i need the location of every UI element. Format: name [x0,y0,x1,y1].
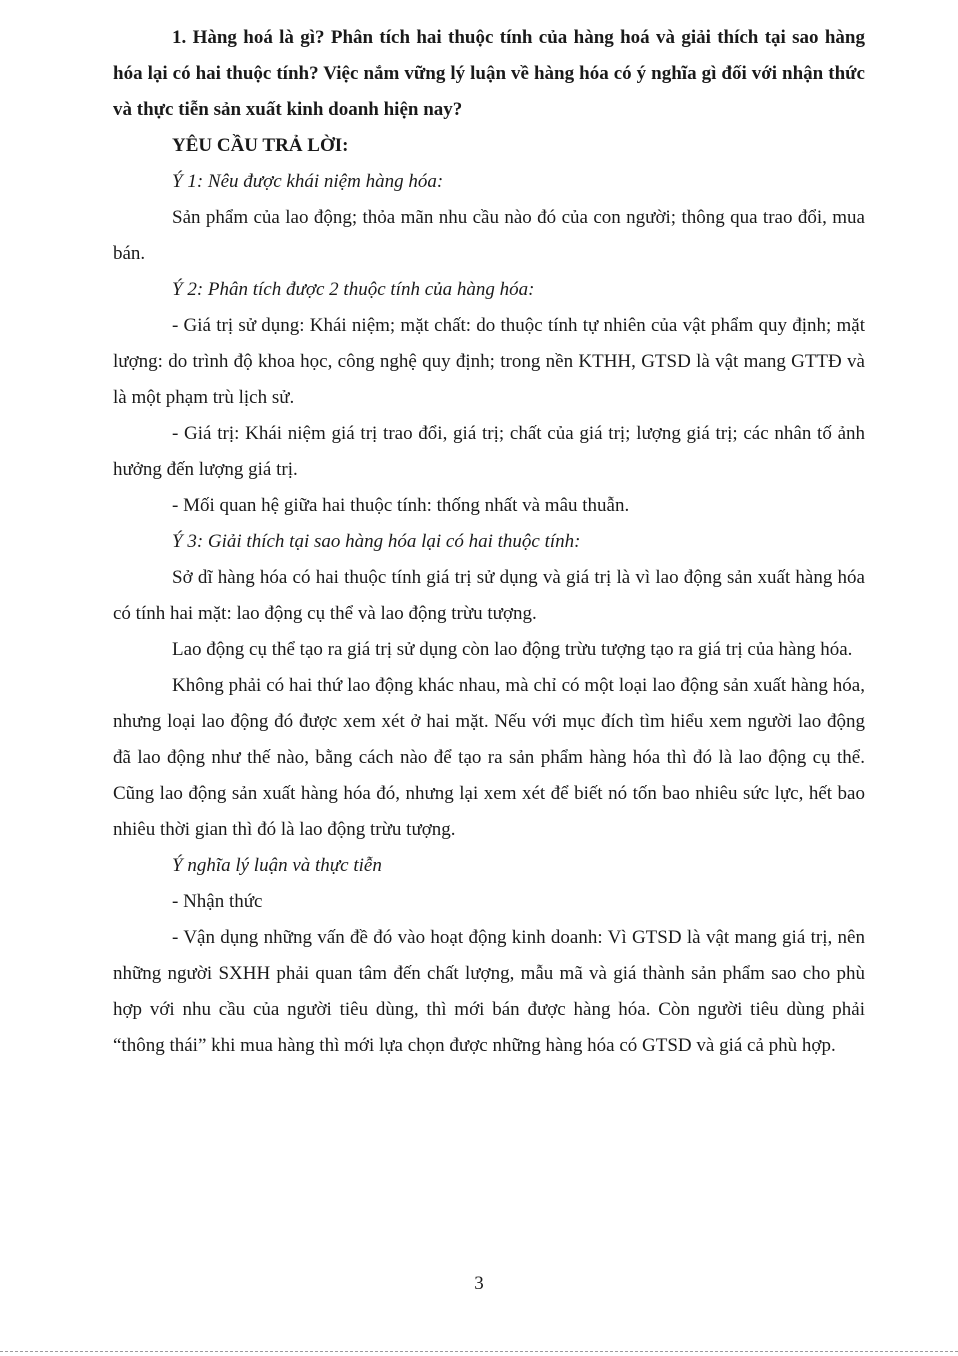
page-number: 3 [474,1273,484,1294]
point-2-item-use-value: - Giá trị sử dụng: Khái niệm; mặt chất: do thuộc tính tự nhiên của vật phẩm quy định; mặt lượng: do trình độ khoa học, công nghệ quy định; trong nền KTHH, GTSD là vật mang GTTĐ và là một phạm trù lịch sử. [113,315,865,408]
page-bottom-divider [0,1351,958,1352]
document-body [113,20,865,1064]
point-3-paragraph: Sở dĩ hàng hóa có hai thuộc tính giá trị sử dụng và giá trị là vì lao động sản xuất hàng hóa có tính hai mặt: lao động cụ thể và lao động trừu tượng. [113,567,865,624]
point-3-paragraph: Không phải có hai thứ lao động khác nhau, mà chỉ có một loại lao động sản xuất hàng hóa, nhưng loại lao động đó được xem xét ở hai mặt. Nếu với mục đích tìm hiểu xem người lao động đã lao động như thế nào, bằng cách nào để tạo ra sản phẩm hàng hóa thì đó là lao động cụ thể. Cũng lao động sản xuất hàng hóa đó, nhưng lại xem xét để biết nó tốn bao nhiêu sức lực, hết bao nhiêu thời gian thì đó là lao động trừu tượng. [113,675,865,840]
point-3-heading: Ý 3: Giải thích tại sao hàng hóa lại có hai thuộc tính: [172,531,581,552]
point-2-item-value: - Giá trị: Khái niệm giá trị trao đổi, giá trị; chất của giá trị; lượng giá trị; các nhân tố ảnh hưởng đến lượng giá trị. [113,423,865,480]
requirement-heading: YÊU CẦU TRẢ LỜI: [172,135,349,156]
point-1-heading: Ý 1: Nêu được khái niệm hàng hóa: [172,171,444,192]
point-1-text: Sản phẩm của lao động; thỏa mãn nhu cầu nào đó của con người; thông qua trao đổi, mua bán. [113,207,865,264]
significance-heading: Ý nghĩa lý luận và thực tiễn [172,855,382,876]
point-2-heading: Ý 2: Phân tích được 2 thuộc tính của hàng hóa: [172,279,535,300]
significance-item: - Vận dụng những vấn đề đó vào hoạt động kinh doanh: Vì GTSD là vật mang giá trị, nên những người SXHH phải quan tâm đến chất lượng, mẫu mã và giá thành sản phẩm sao cho phù hợp với nhu cầu của người tiêu dùng, thì mới bán được hàng hóa. Còn người tiêu dùng phải “thông thái” khi mua hàng thì mới lựa chọn được những hàng hóa có GTSD và giá cả phù hợp. [113,927,865,1056]
point-3-paragraph: Lao động cụ thể tạo ra giá trị sử dụng còn lao động trừu tượng tạo ra giá trị của hàng hóa. [172,639,853,660]
significance-item: - Nhận thức [172,891,263,912]
point-2-item-relation: - Mối quan hệ giữa hai thuộc tính: thống nhất và mâu thuẫn. [172,495,630,516]
question-text: 1. Hàng hoá là gì? Phân tích hai thuộc tính của hàng hoá và giải thích tại sao hàng hóa lại có hai thuộc tính? Việc nắm vững lý luận về hàng hóa có ý nghĩa gì đối với nhận thức và thực tiễn sản xuất kinh doanh hiện nay? [113,27,865,120]
